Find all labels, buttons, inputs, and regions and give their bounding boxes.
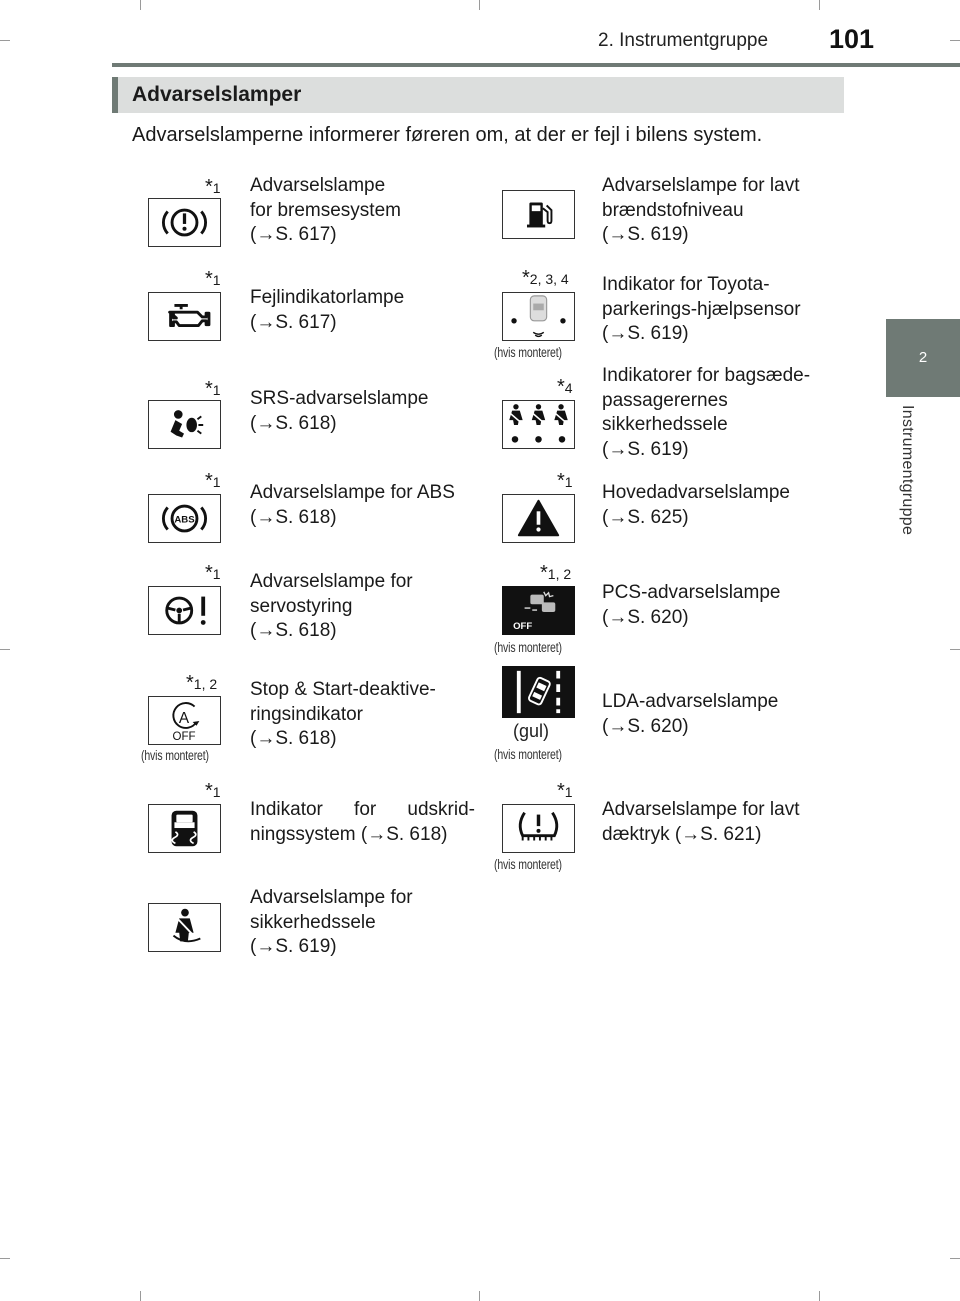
- svg-text:OFF: OFF: [172, 731, 196, 744]
- brake-warning-icon: [148, 198, 221, 247]
- footnote-mark: *1: [557, 780, 573, 802]
- lamp-description: Indikator for udskrid- ningssystem (→S. 618): [250, 799, 475, 845]
- crop-mark: [479, 1291, 480, 1301]
- lamp-description: Stop & Start-deaktive- ringsindikator (→S. 618): [250, 679, 436, 749]
- crop-mark: [140, 1291, 141, 1301]
- power-steering-icon: [148, 586, 221, 635]
- lamp-description: Advarselslampe for ABS (→S. 618): [250, 482, 455, 528]
- crop-mark: [950, 1258, 960, 1259]
- crop-mark: [0, 649, 10, 650]
- running-header-section: 2. Instrumentgruppe: [598, 30, 769, 51]
- if-equipped-note: (hvis monteret): [494, 747, 562, 762]
- engine-malfunction-icon: [148, 292, 221, 341]
- if-equipped-note: (hvis monteret): [494, 857, 562, 872]
- crop-mark: [819, 0, 820, 10]
- lamp-description: Indikatorer for bagsæde- passagerernes sikkerhedssele (→S. 619): [602, 365, 811, 460]
- crop-mark: [819, 1291, 820, 1301]
- lamp-description: Hovedadvarselslampe (→S. 625): [602, 482, 790, 528]
- if-equipped-note: (hvis monteret): [494, 345, 562, 360]
- footnote-mark: *1, 2: [540, 562, 572, 584]
- slip-indicator-icon: [148, 804, 221, 853]
- pcs-warning-icon: [502, 586, 575, 635]
- chapter-tab-label: Instrumentgruppe: [899, 405, 916, 536]
- lamp-description: Indikator for Toyota- parkerings-hjælpsensor (→S. 619): [602, 274, 801, 344]
- footnote-mark: *1: [557, 470, 573, 492]
- color-note: (gul): [513, 721, 550, 741]
- footnote-mark: *4: [557, 376, 573, 398]
- chapter-tab[interactable]: 2: [886, 319, 960, 397]
- svg-text:OFF: OFF: [513, 621, 533, 633]
- if-equipped-note: (hvis monteret): [494, 640, 562, 655]
- srs-airbag-icon: [148, 400, 221, 449]
- footnote-mark: *1: [205, 780, 221, 802]
- lamp-description: LDA-advarselslampe (→S. 620): [602, 691, 779, 737]
- lda-warning-icon: [502, 666, 575, 718]
- crop-mark: [479, 0, 480, 10]
- footnote-mark: *1: [205, 176, 221, 198]
- rear-seatbelt-icon: [502, 400, 575, 449]
- seatbelt-reminder-icon: [148, 903, 221, 952]
- crop-mark: [140, 0, 141, 10]
- header-rule: [112, 63, 960, 67]
- crop-mark: [950, 40, 960, 41]
- svg-text:A: A: [178, 709, 190, 727]
- lamp-description: Fejlindikatorlampe (→S. 617): [250, 287, 405, 333]
- svg-text:ABS: ABS: [174, 514, 195, 526]
- footnote-mark: *2, 3, 4: [522, 267, 569, 289]
- if-equipped-note: (hvis monteret): [141, 748, 209, 763]
- lamp-description: Advarselslampe for bremsesystem (→S. 617): [250, 175, 401, 245]
- lamp-description: PCS-advarselslampe (→S. 620): [602, 582, 781, 628]
- crop-mark: [0, 1258, 10, 1259]
- abs-warning-icon: [148, 494, 221, 543]
- lamp-description: SRS-advarselslampe (→S. 618): [250, 388, 429, 434]
- page-number: 101: [829, 24, 875, 54]
- intro-text: Advarselslamperne informerer føreren om, at der er fejl i bilens system.: [132, 124, 763, 146]
- fuel-level-icon: [502, 190, 575, 239]
- master-warning-icon: [502, 494, 575, 543]
- footnote-mark: *1: [205, 378, 221, 400]
- lamp-description: Advarselslampe for servostyring (→S. 618): [250, 571, 413, 641]
- tire-pressure-icon: [502, 804, 575, 853]
- footnote-mark: *1, 2: [186, 672, 218, 694]
- crop-mark: [950, 649, 960, 650]
- lamp-description: Advarselslampe for lavt brændstofniveau (→S. 619): [602, 175, 800, 245]
- lamp-description: Advarselslampe for lavt dæktryk (→S. 621): [602, 799, 800, 845]
- lamp-description: Advarselslampe for sikkerhedssele (→S. 619): [250, 887, 413, 957]
- stop-start-off-icon: [148, 696, 221, 745]
- section-title: Advarselslamper: [132, 83, 302, 106]
- footnote-mark: *1: [205, 268, 221, 290]
- crop-mark: [0, 40, 10, 41]
- parking-sensor-icon: [502, 292, 575, 341]
- footnote-mark: *1: [205, 562, 221, 584]
- section-title-bar: [112, 77, 844, 113]
- footnote-mark: *1: [205, 470, 221, 492]
